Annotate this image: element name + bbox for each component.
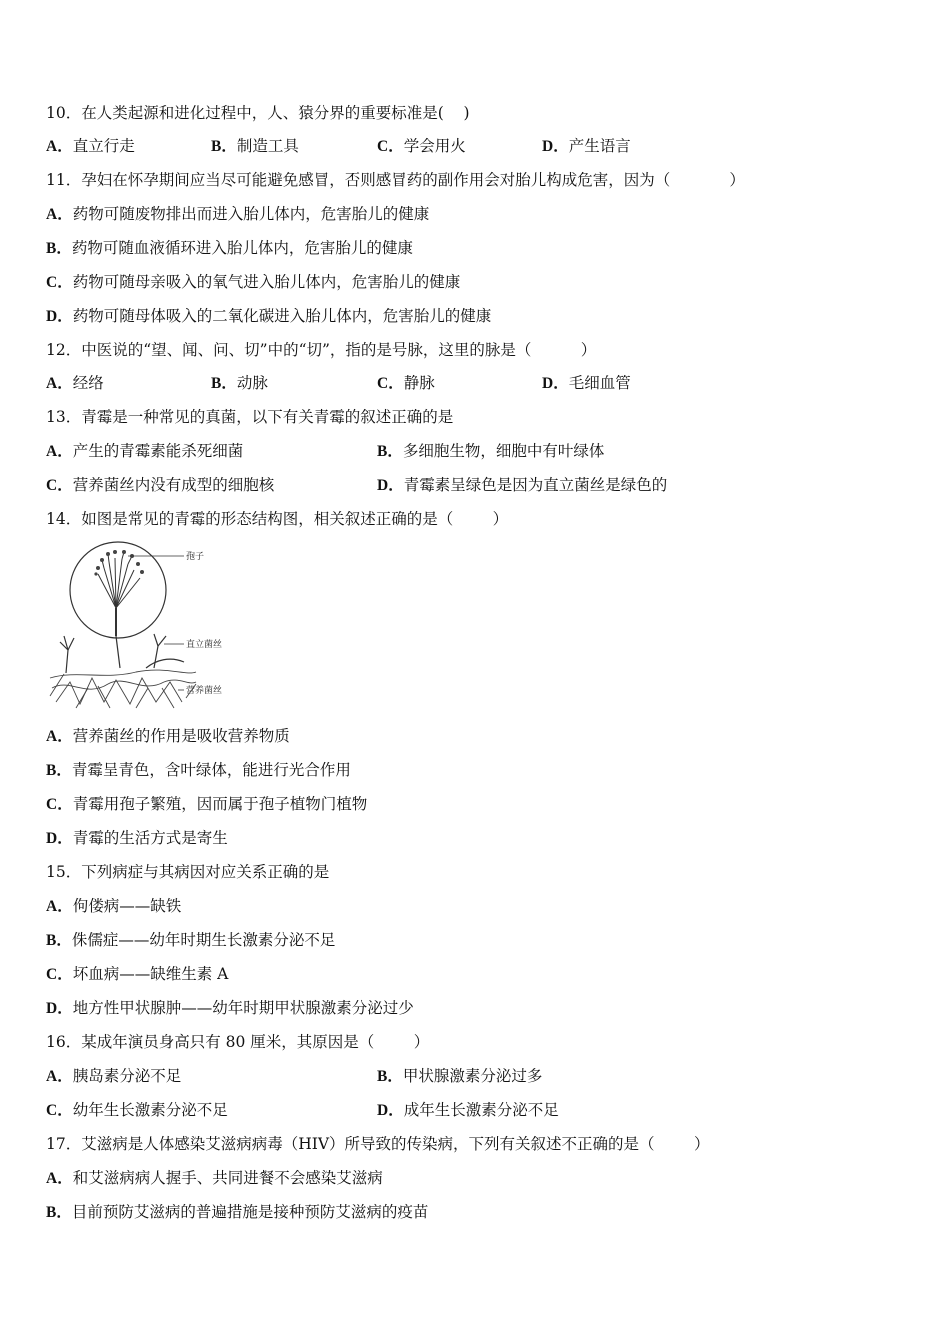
q11-option-b: B．药物可随血液循环进入胎儿体内，危害胎儿的健康 xyxy=(46,239,413,257)
question-13-stem: 13．青霉是一种常见的真菌，以下有关青霉的叙述正确的是 xyxy=(46,408,454,426)
q10-option-d: D．产生语言 xyxy=(542,137,631,155)
q12-option-c: C．静脉 xyxy=(377,374,435,392)
q10-option-c: C．学会用火 xyxy=(377,137,466,155)
q17-option-a: A．和艾滋病病人握手、共同进餐不会感染艾滋病 xyxy=(46,1169,383,1187)
penicillium-diagram xyxy=(46,538,236,710)
q14-option-a: A．营养菌丝的作用是吸收营养物质 xyxy=(46,727,290,745)
question-14-stem: 14．如图是常见的青霉的形态结构图，相关叙述正确的是（ ） xyxy=(46,510,509,528)
spore-label: 孢子 xyxy=(186,552,205,562)
q14-option-d: D．青霉的生活方式是寄生 xyxy=(46,829,228,847)
aerial-hyphae-label: 直立菌丝 xyxy=(186,640,223,650)
q13-option-c: C．营养菌丝内没有成型的细胞核 xyxy=(46,476,275,494)
q16-option-a: A．胰岛素分泌不足 xyxy=(46,1067,182,1085)
q15-option-b: B．侏儒症——幼年时期生长激素分泌不足 xyxy=(46,931,336,949)
q14-option-b: B．青霉呈青色，含叶绿体，能进行光合作用 xyxy=(46,761,351,779)
q12-option-d: D．毛细血管 xyxy=(542,374,631,392)
q16-option-c: C．幼年生长激素分泌不足 xyxy=(46,1101,228,1119)
q12-option-a: A．经络 xyxy=(46,374,104,392)
question-12-stem: 12．中医说的“望、闻、问、切”中的“切”，指的是号脉，这里的脉是（ ） xyxy=(46,341,597,359)
question-15-stem: 15．下列病症与其病因对应关系正确的是 xyxy=(46,863,330,881)
vegetative-hyphae xyxy=(50,670,196,708)
spore-head xyxy=(98,552,140,608)
q15-option-a: A．佝偻病——缺铁 xyxy=(46,897,182,915)
vegetative-hyphae-label: 营养菌丝 xyxy=(186,686,223,696)
spore-dots xyxy=(94,550,144,576)
question-17-stem: 17．艾滋病是人体感染艾滋病病毒（HIV）所导致的传染病，下列有关叙述不正确的是（ ） xyxy=(46,1135,710,1153)
question-11-stem: 11．孕妇在怀孕期间应当尽可能避免感冒，否则感冒药的副作用会对胎儿构成危害，因为（ ） xyxy=(46,171,745,189)
q16-option-d: D．成年生长激素分泌不足 xyxy=(377,1101,559,1119)
q13-option-d: D．青霉素呈绿色是因为直立菌丝是绿色的 xyxy=(377,476,668,494)
q11-option-c: C．药物可随母亲吸入的氧气进入胎儿体内，危害胎儿的健康 xyxy=(46,273,461,291)
q10-option-b: B．制造工具 xyxy=(211,137,299,155)
q16-option-b: B．甲状腺激素分泌过多 xyxy=(377,1067,543,1085)
q12-option-b: B．动脉 xyxy=(211,374,268,392)
penicillium-structure-figure xyxy=(46,538,236,710)
q15-option-d: D．地方性甲状腺肿——幼年时期甲状腺激素分泌过少 xyxy=(46,999,414,1017)
aerial-hyphae xyxy=(60,634,184,673)
q15-option-c: C．坏血病——缺维生素 A xyxy=(46,965,229,983)
question-10-stem: 10．在人类起源和进化过程中，人、猿分界的重要标准是( ) xyxy=(46,104,470,122)
q14-option-c: C．青霉用孢子繁殖，因而属于孢子植物门植物 xyxy=(46,795,368,813)
q17-option-b: B．目前预防艾滋病的普遍措施是接种预防艾滋病的疫苗 xyxy=(46,1203,429,1221)
q13-option-b: B．多细胞生物，细胞中有叶绿体 xyxy=(377,442,605,460)
q13-option-a: A．产生的青霉素能杀死细菌 xyxy=(46,442,244,460)
q11-option-a: A．药物可随废物排出而进入胎儿体内，危害胎儿的健康 xyxy=(46,205,430,223)
question-16-stem: 16．某成年演员身高只有 80 厘米，其原因是（ ） xyxy=(46,1033,430,1051)
q10-option-a: A．直立行走 xyxy=(46,137,135,155)
q11-option-d: D．药物可随母体吸入的二氧化碳进入胎儿体内，危害胎儿的健康 xyxy=(46,307,492,325)
